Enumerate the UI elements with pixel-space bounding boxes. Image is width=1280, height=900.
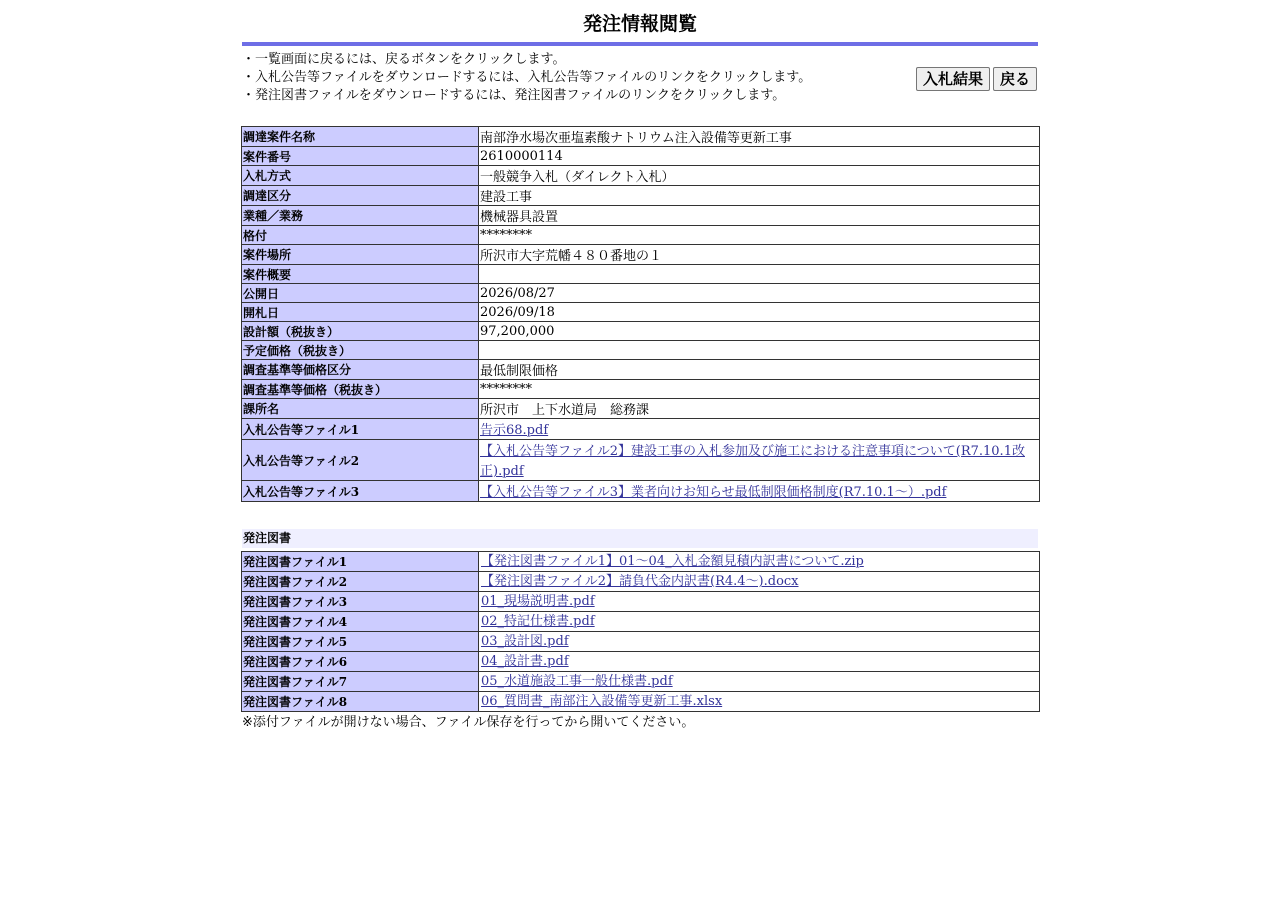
doc-file-cell	[479, 612, 1040, 632]
table-row	[242, 322, 1040, 341]
notice-file-link-3[interactable]: 【入札公告等ファイル3】業者向けお知らせ最低制限価格制度(R7.10.1～）.pdf	[480, 485, 947, 500]
field-label: 公開日	[242, 284, 479, 303]
instruction-line: ・一覧画面に戻るには、戻るボタンをクリックします。	[242, 52, 566, 67]
table-row	[242, 265, 1040, 284]
table-row	[242, 440, 1040, 481]
table-row	[242, 380, 1040, 399]
doc-file-label: 発注図書ファイル5	[242, 632, 479, 652]
file-label: 入札公告等ファイル2	[242, 440, 479, 481]
field-value: 2026/09/18	[479, 303, 1040, 322]
file-label: 入札公告等ファイル3	[242, 481, 479, 502]
field-value: ********	[479, 226, 1040, 245]
table-row	[242, 341, 1040, 360]
field-label: 入札方式	[242, 166, 479, 186]
table-row	[242, 245, 1040, 265]
field-label: 案件概要	[242, 265, 479, 284]
doc-file-cell	[479, 632, 1040, 652]
order-docs-table	[241, 551, 1040, 712]
table-row	[242, 127, 1040, 147]
doc-file-cell	[479, 552, 1040, 572]
doc-file-link-1[interactable]: 【発注図書ファイル1】01～04_入札金額見積内訳書について.zip	[481, 554, 864, 569]
doc-file-label: 発注図書ファイル8	[242, 692, 479, 712]
file-cell	[479, 440, 1040, 481]
doc-file-link-2[interactable]: 【発注図書ファイル2】請負代金内訳書(R4.4～).docx	[481, 574, 799, 589]
doc-file-link-5[interactable]: 03_設計図.pdf	[481, 634, 569, 649]
field-label: 設計額（税抜き）	[242, 322, 479, 341]
field-value: 所沢市 上下水道局 総務課	[479, 399, 1040, 419]
field-value: 一般競争入札（ダイレクト入札）	[479, 166, 1040, 186]
doc-file-link-8[interactable]: 06_質問書_南部注入設備等更新工事.xlsx	[481, 694, 723, 709]
table-row	[242, 360, 1040, 380]
action-buttons	[916, 67, 1037, 91]
field-value: 最低制限価格	[479, 360, 1040, 380]
field-value	[479, 341, 1040, 360]
field-value: 所沢市大字荒幡４８０番地の１	[479, 245, 1040, 265]
doc-file-label: 発注図書ファイル3	[242, 592, 479, 612]
table-row	[242, 652, 1040, 672]
bid-results-button[interactable]: 入札結果	[916, 67, 990, 91]
field-label: 格付	[242, 226, 479, 245]
table-row	[242, 166, 1040, 186]
instruction-line: ・発注図書ファイルをダウンロードするには、発注図書ファイルのリンクをクリックします。	[242, 88, 786, 103]
table-row	[242, 692, 1040, 712]
title-divider	[242, 42, 1038, 46]
table-row	[242, 592, 1040, 612]
doc-file-cell	[479, 672, 1040, 692]
table-row	[242, 226, 1040, 245]
field-label: 調達区分	[242, 186, 479, 206]
file-cell	[479, 419, 1040, 440]
field-value: 南部浄水場次亜塩素酸ナトリウム注入設備等更新工事	[479, 127, 1040, 147]
doc-file-cell	[479, 692, 1040, 712]
table-row	[242, 284, 1040, 303]
doc-file-label: 発注図書ファイル7	[242, 672, 479, 692]
doc-file-label: 発注図書ファイル1	[242, 552, 479, 572]
file-cell	[479, 481, 1040, 502]
field-value	[479, 265, 1040, 284]
doc-file-label: 発注図書ファイル6	[242, 652, 479, 672]
table-row	[242, 481, 1040, 502]
order-info-table	[241, 126, 1040, 502]
table-row	[242, 672, 1040, 692]
table-row	[242, 632, 1040, 652]
table-row	[242, 419, 1040, 440]
file-label: 入札公告等ファイル1	[242, 419, 479, 440]
field-label: 開札日	[242, 303, 479, 322]
field-value: ********	[479, 380, 1040, 399]
doc-file-cell	[479, 572, 1040, 592]
table-row	[242, 206, 1040, 226]
docs-section-header: 発注図書	[242, 529, 1038, 548]
field-label: 課所名	[242, 399, 479, 419]
field-label: 案件場所	[242, 245, 479, 265]
footer-note: ※添付ファイルが開けない場合、ファイル保存を行ってから開いてください。	[242, 715, 695, 730]
field-value: 2610000114	[479, 147, 1040, 166]
page-title: 発注情報閲覧	[582, 13, 697, 35]
doc-file-label: 発注図書ファイル2	[242, 572, 479, 592]
table-row	[242, 147, 1040, 166]
doc-file-cell	[479, 652, 1040, 672]
doc-file-link-3[interactable]: 01_現場説明書.pdf	[481, 594, 595, 609]
table-row	[242, 552, 1040, 572]
back-button[interactable]: 戻る	[993, 67, 1037, 91]
instructions	[242, 51, 882, 105]
doc-file-link-6[interactable]: 04_設計書.pdf	[481, 654, 569, 669]
doc-file-label: 発注図書ファイル4	[242, 612, 479, 632]
table-row	[242, 303, 1040, 322]
table-row	[242, 572, 1040, 592]
doc-file-link-4[interactable]: 02_特記仕様書.pdf	[481, 614, 595, 629]
doc-file-cell	[479, 592, 1040, 612]
field-value: 機械器具設置	[479, 206, 1040, 226]
table-row	[242, 186, 1040, 206]
field-value: 97,200,000	[479, 322, 1040, 341]
table-row	[242, 399, 1040, 419]
field-value: 2026/08/27	[479, 284, 1040, 303]
notice-file-link-1[interactable]: 告示68.pdf	[480, 423, 549, 438]
instruction-line: ・入札公告等ファイルをダウンロードするには、入札公告等ファイルのリンクをクリックします。	[242, 70, 812, 85]
field-label: 案件番号	[242, 147, 479, 166]
field-label: 調査基準等価格（税抜き）	[242, 380, 479, 399]
field-value: 建設工事	[479, 186, 1040, 206]
notice-file-link-2[interactable]: 【入札公告等ファイル2】建設工事の入札参加及び施工における注意事項について(R7.10.1改正).pdf	[480, 444, 1025, 479]
field-label: 調達案件名称	[242, 127, 479, 147]
field-label: 予定価格（税抜き）	[242, 341, 479, 360]
field-label: 調査基準等価格区分	[242, 360, 479, 380]
field-label: 業種／業務	[242, 206, 479, 226]
doc-file-link-7[interactable]: 05_水道施設工事一般仕様書.pdf	[481, 674, 673, 689]
table-row	[242, 612, 1040, 632]
